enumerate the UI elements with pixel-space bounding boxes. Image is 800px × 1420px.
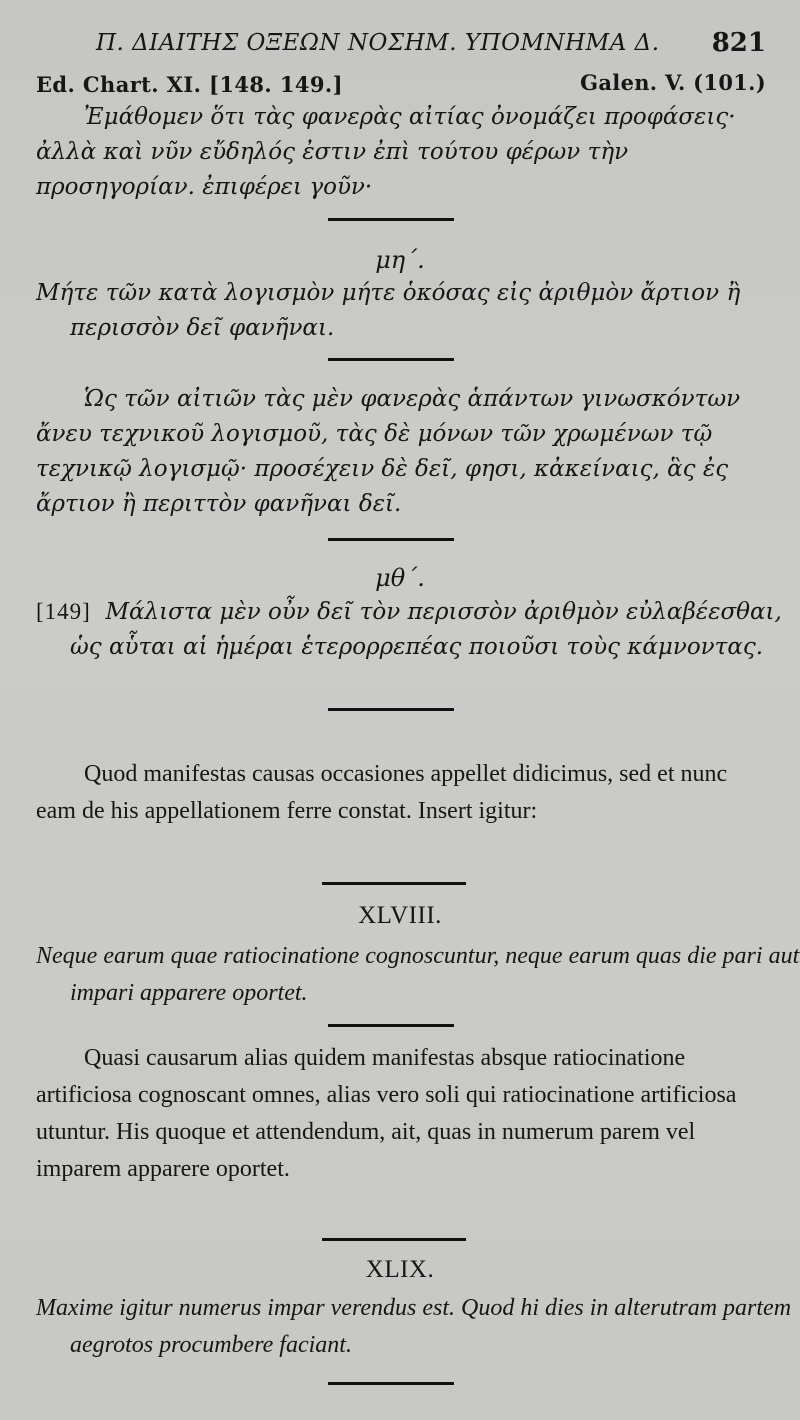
latin-commentary-48: Quasi causarum alias quidem manifestas absque ratiocinatione artificiosa cognoscant omnes, alias vero soli qui ratiocinatione artificiosa utuntur. His quoque et attendendum, ait, quas in numerum parem vel imparem apparere oportet. (36, 1045, 737, 1182)
latin-section-number-48: XLVIII. (358, 902, 442, 929)
section-divider (328, 1382, 454, 1385)
page-header (96, 30, 766, 62)
section-divider (328, 538, 454, 541)
edition-reference: Ed. Chart. XI. [148. 149.] (36, 72, 343, 97)
galen-volume-reference: Galen. V. (101.) (580, 70, 766, 95)
greek-aphorism-48: Μήτε τῶν κατὰ λογισμὸν μήτε ὁκόσας εἰς ἀριθμὸν ἄρτιον ἢ περισσὸν δεῖ φανῆναι. (36, 280, 741, 341)
section-divider (328, 218, 454, 221)
section-divider (322, 882, 466, 885)
page-bracket-reference: [149] (36, 599, 91, 624)
section-divider (328, 1024, 454, 1027)
running-title: Π. ΔΙΑΙΤΗΣ ΟΞΕΩΝ ΝΟΣΗΜ. ΥΠΟΜΝΗΜΑ Δ. (96, 30, 660, 56)
section-divider (322, 1238, 466, 1241)
page-number: 821 (711, 28, 766, 58)
latin-intro-paragraph: Quod manifestas causas occasiones appellet didicimus, sed et nunc eam de his appellationem ferre constat. Insert igitur: (36, 761, 728, 824)
section-divider (328, 358, 454, 361)
greek-aphorism-49: Μάλιστα μὲν οὖν δεῖ τὸν περισσὸν ἀριθμὸν εὐλαβέεσθαι, ὡς αὗται αἱ ἡμέραι ἑτερορρεπέας ποιοῦσι τοὺς κάμνοντας. (70, 599, 782, 660)
greek-intro-paragraph: Ἐμάθομεν ὅτι τὰς φανερὰς αἰτίας ὀνομάζει προφάσεις· ἀλλὰ καὶ νῦν εὔδηλός ἐστιν ἐπὶ τούτου φέρων τὴν προσηγορίαν. ἐπιφέρει γοῦν· (36, 104, 736, 200)
greek-commentary-48: Ὡς τῶν αἰτιῶν τὰς μὲν φανερὰς ἁπάντων γινωσκόντων ἄνευ τεχνικοῦ λογισμοῦ, τὰς δὲ μόνων τῶν χρωμένων τῷ τεχνικῷ λογισμῷ· προσέχειν δὲ δεῖ, φησι, κἀκείναις, ἃς ἐς ἄρτιον ἢ περιττὸν φανῆναι δεῖ. (36, 386, 741, 517)
latin-aphorism-48: Neque earum quae ratiocinatione cognoscuntur, neque earum quas die pari aut impari apparere oportet. (36, 943, 800, 1006)
greek-section-number-48: μη΄. (375, 246, 425, 274)
section-divider (328, 708, 454, 711)
greek-aphorism-49-block (36, 594, 800, 665)
latin-section-number-49: XLIX. (365, 1256, 435, 1283)
greek-section-number-49: μθ΄. (375, 564, 425, 592)
latin-aphorism-49: Maxime igitur numerus impar verendus est. Quod hi dies in alterutram partem aegrotos procumbere faciant. (36, 1295, 792, 1358)
